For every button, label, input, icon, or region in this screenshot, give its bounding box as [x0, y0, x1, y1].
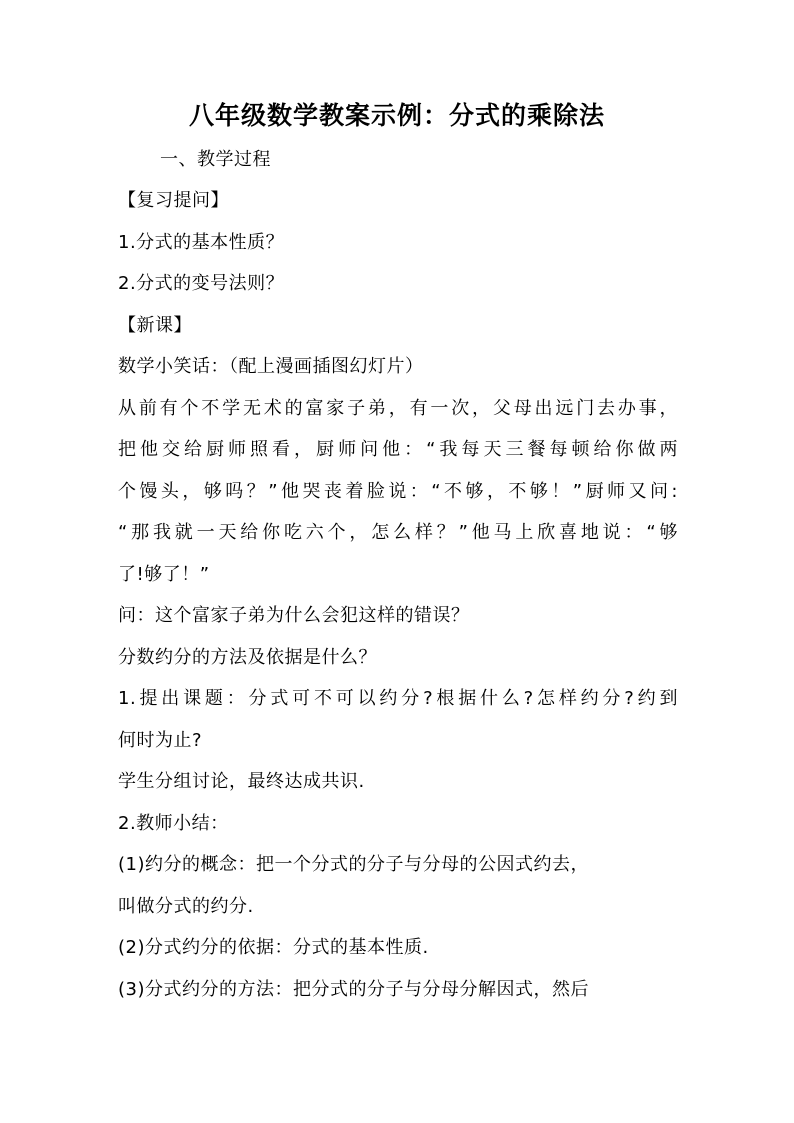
- teacher-summary-heading: 2.教师小结：: [118, 813, 229, 834]
- story-line-4: “那我就一天给你吃六个，怎么样？”他马上欣喜地说：“够: [118, 522, 678, 543]
- story-line-2: 把他交给厨师照看，厨师问他：“我每天三餐每顿给你做两: [118, 439, 678, 460]
- summary-point-2: (2)分式约分的依据：分式的基本性质.: [118, 937, 429, 958]
- summary-point-1-line-2: 叫做分式的约分.: [118, 896, 254, 917]
- joke-intro: 数学小笑话：（配上漫画插图幻灯片）: [118, 356, 424, 377]
- story-line-5: 了!够了！”: [118, 564, 210, 585]
- topic-line-2: 何时为止?: [118, 730, 203, 751]
- group-discussion: 学生分组讨论，最终达成共识.: [118, 771, 365, 792]
- story-line-3: 个馒头，够吗？”他哭丧着脸说：“不够，不够！”厨师又问:: [118, 481, 678, 502]
- summary-point-3: (3)分式约分的方法：把分式的分子与分母分解因式，然后: [118, 979, 589, 1000]
- document-title: 八年级数学教案示例：分式的乘除法: [188, 101, 605, 130]
- story-line-1: 从前有个不学无术的富家子弟，有一次，父母出远门去办事，: [118, 398, 678, 419]
- review-question-1: 1.分式的基本性质？: [118, 232, 285, 253]
- fraction-method-question: 分数约分的方法及依据是什么？: [118, 647, 377, 668]
- review-question-2: 2.分式的变号法则？: [118, 273, 285, 294]
- question-line: 问：这个富家子弟为什么会犯这样的错误？: [118, 605, 470, 626]
- topic-line-1: 1.提出课题：分式可不可以约分?根据什么?怎样约分?约到: [118, 688, 678, 709]
- section-heading: 一、教学过程: [160, 149, 271, 170]
- summary-point-1-line-1: (1)约分的概念：把一个分式的分子与分母的公因式约去，: [118, 854, 589, 875]
- review-heading: 【复习提问】: [118, 190, 229, 211]
- new-lesson-heading: 【新课】: [118, 315, 192, 336]
